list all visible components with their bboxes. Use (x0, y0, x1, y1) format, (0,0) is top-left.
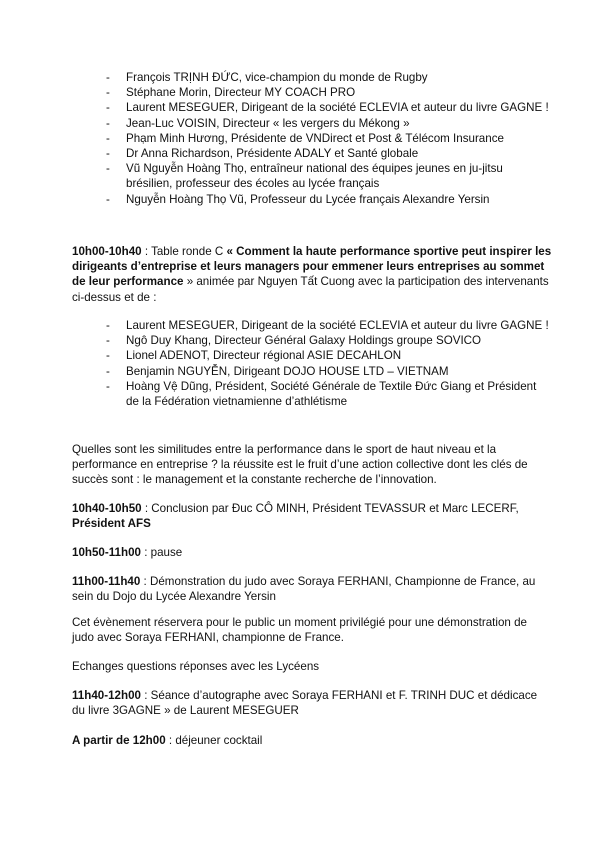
question-paragraph: Quelles sont les similitudes entre la performance dans le sport de haut niveau et la performance en entreprise ? la réussite est le fruit d’une action collective dont les clés de succès sont : le management et la constante recherche de l’innovation. (72, 443, 528, 487)
list-item: - Dr Anna Richardson, Présidente ADALY et Santé globale (106, 147, 419, 161)
list-item: - Nguyễn Hoàng Thọ Vũ, Professeur du Lycée français Alexandre Yersin (106, 192, 490, 206)
time-label: 10h50-11h00 (72, 546, 141, 559)
list-item: - Laurent MESEGUER, Dirigeant de la société ECLEVIA et auteur du livre GAGNE ! (106, 319, 549, 332)
time-label: 11h40-12h00 (72, 689, 141, 702)
list-item: - Vũ Nguyễn Hoàng Thọ, entraîneur national des équipes jeunes en ju-jitsu brésilien, professeur des écoles au lycée français (106, 162, 503, 191)
pause-paragraph: 10h50-11h00 : pause (72, 546, 183, 559)
event-paragraph: Cet évènement réservera pour le public un moment privilégié pour une démonstration de judo avec Soraya FERHANI, championne de France. (72, 616, 527, 645)
dejeuner-paragraph: A partir de 12h00 : déjeuner cocktail (72, 734, 263, 747)
conclusion-paragraph: 10h40-10h50 : Conclusion par Đuc CÔ MINH, Président TEVASSUR et Marc LECERF, Président AFS (72, 502, 519, 531)
list-item: - François TRỊNH ĐỨC, vice-champion du monde de Rugby (106, 71, 428, 84)
time-label: A partir de 12h00 (72, 734, 166, 747)
list-item: - Hoàng Vệ Dũng, Président, Société Générale de Textile Đức Giang et Président de la Fédération vietnamienne d’athlétisme (106, 379, 537, 409)
speakers-list-1 (72, 70, 552, 207)
time-label: 10h00-10h40 (72, 245, 142, 258)
time-label: 10h40-10h50 (72, 502, 142, 515)
table-ronde-paragraph: 10h00-10h40 : Table ronde C « Comment la haute performance sportive peut inspirer les dirigeants d’entreprise et leurs managers pour emmener leurs entreprises au sommet de leur performance » animée par Nguyen Tất Cuong avec la participation des intervenants ci-dessus et de : (72, 245, 552, 304)
list-item: - Ngô Duy Khang, Directeur Général Galaxy Holdings groupe SOVICO (106, 334, 482, 348)
list-item: - Laurent MESEGUER, Dirigeant de la société ECLEVIA et auteur du livre GAGNE ! (106, 101, 549, 115)
echanges-paragraph: Echanges questions réponses avec les Lycéens (72, 660, 320, 673)
time-label: 11h00-11h40 (72, 575, 141, 588)
list-item: - Stéphane Morin, Directeur MY COACH PRO (106, 86, 356, 100)
autographe-paragraph: 11h40-12h00 : Séance d’autographe avec Soraya FERHANI et F. TRINH DUC et dédicace du livre 3GAGNE » de Laurent MESEGUER (72, 689, 538, 718)
table-ronde-title: « Comment la haute performance sportive peut inspirer les dirigeants d’entreprise et leurs managers pour emmener leurs entreprises au sommet de leur performance (72, 245, 552, 289)
speakers-list-2 (72, 318, 552, 409)
list-item: - Phạm Minh Hương, Présidente de VNDirect et Post & Télécom Insurance (106, 131, 504, 145)
list-item: - Jean-Luc VOISIN, Directeur « les vergers du Mékong » (106, 116, 410, 130)
list-item: - Lionel ADENOT, Directeur régional ASIE DECAHLON (106, 349, 402, 363)
list-item: - Benjamin NGUYỄN, Dirigeant DOJO HOUSE LTD – VIETNAM (106, 364, 449, 378)
demo-paragraph: 11h00-11h40 : Démonstration du judo avec Soraya FERHANI, Championne de France, au sein du Dojo du Lycée Alexandre Yersin (72, 575, 536, 604)
